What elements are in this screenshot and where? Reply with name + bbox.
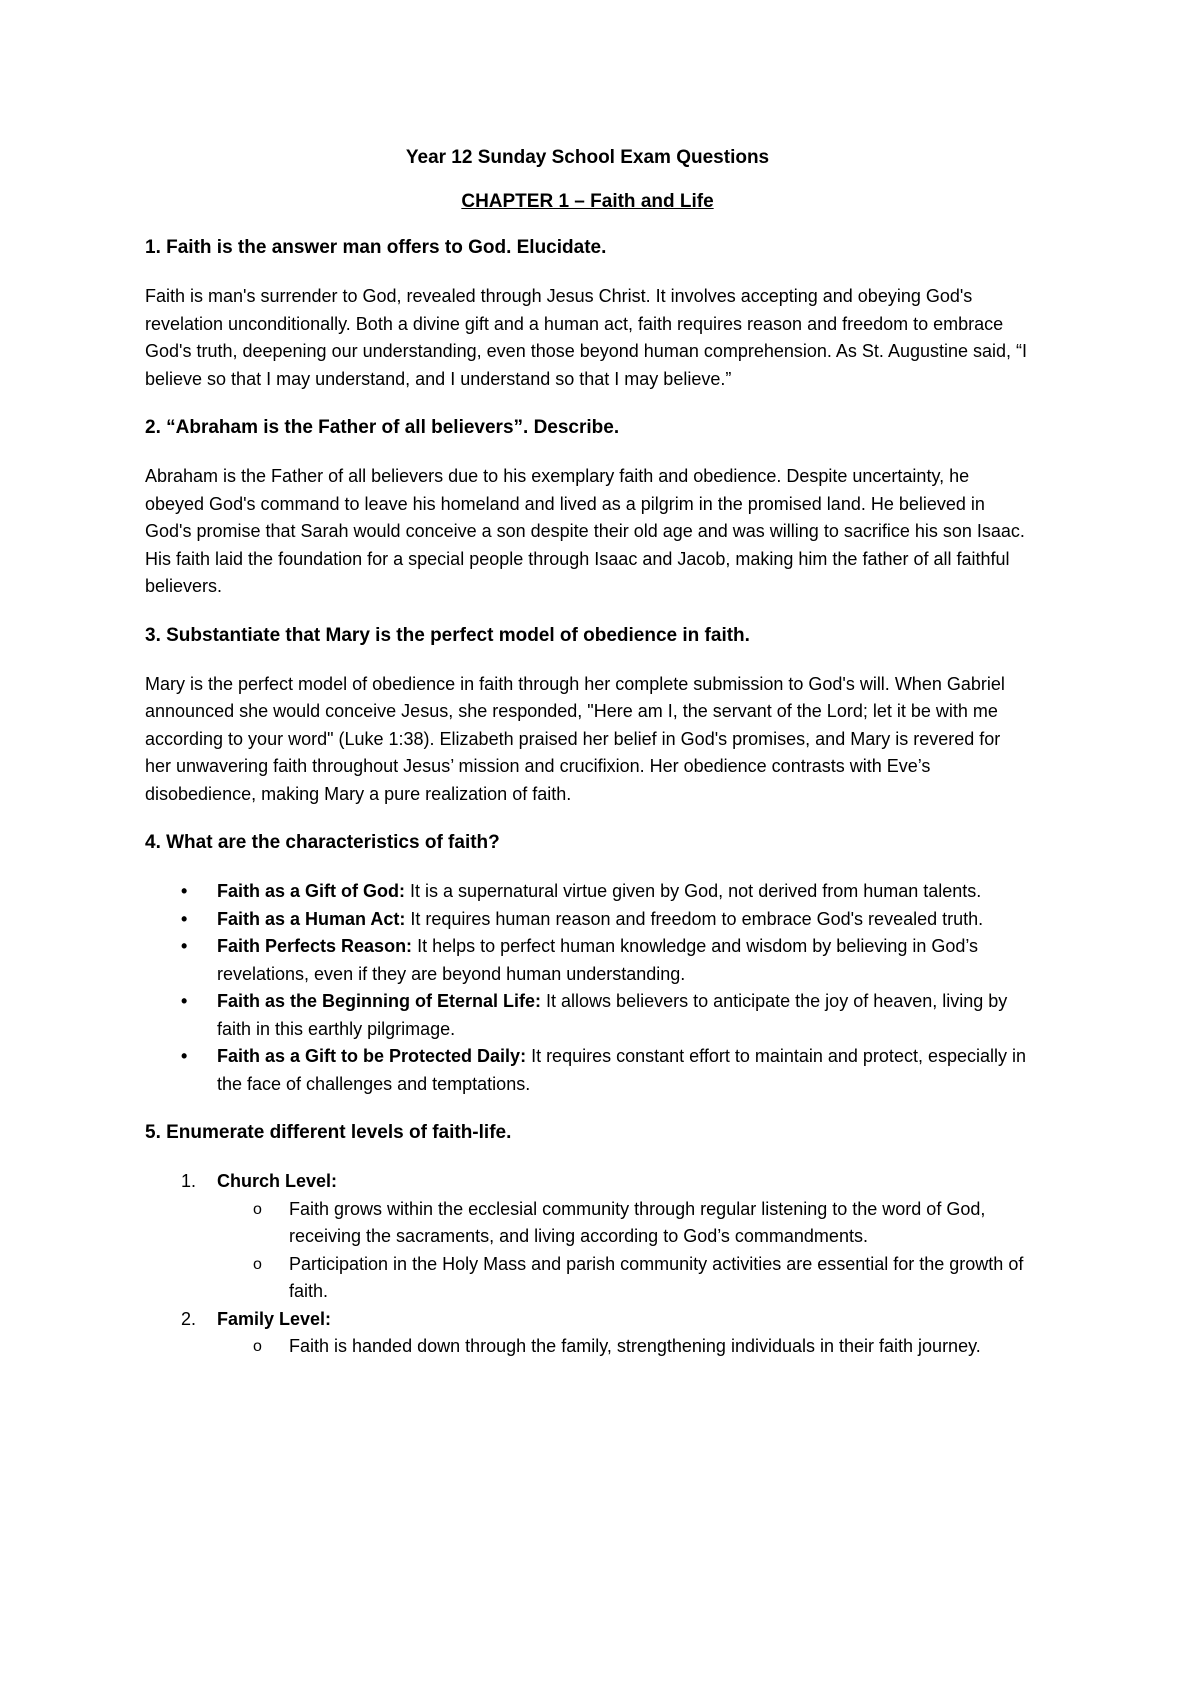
level-number: 2. <box>181 1308 197 1329</box>
circle-bullet-icon: o <box>253 1338 262 1355</box>
answer-3: Mary is the perfect model of obedience in faith through her complete submission to God's will. When Gabriel announced she would conceive Jesus, she responded, "Here am I, the servant of the Lord; let it be with me according to your word" (Luke 1:38). Elizabeth praised her belief in God's promises, and Mary is revered for her unwavering faith throughout Jesus’ mission and crucifixion. Her obedience contrasts with Eve’s disobedience, making Mary a pure realization of faith. <box>145 673 1005 804</box>
list-item <box>181 1043 1030 1098</box>
level-number: 1. <box>181 1171 197 1191</box>
level-point-text: Faith is handed down through the family, strengthening individuals in their faith journey. <box>289 1336 981 1356</box>
characteristic-text: It is a supernatural virtue given by God, not derived from human talents. <box>405 881 982 901</box>
level-title: Family Level: <box>217 1308 332 1329</box>
list-item <box>181 1168 1030 1306</box>
characteristic-term: Faith as a Gift to be Protected Daily: <box>217 1046 527 1066</box>
question-5: 5. Enumerate different levels of faith-life. <box>145 1122 512 1143</box>
bullet-icon: • <box>181 908 188 929</box>
level-point-text: Faith grows within the ecclesial community through regular listening to the word of God, receiving the sacraments, and living according to God’s commandments. <box>289 1198 986 1246</box>
characteristic-term: Faith as a Human Act: <box>217 908 406 929</box>
bullet-icon: • <box>181 881 188 901</box>
list-item <box>181 878 1030 906</box>
characteristic-term: Faith as a Gift of God: <box>217 881 405 901</box>
list-item <box>181 933 1030 988</box>
question-3: 3. Substantiate that Mary is the perfect model of obedience in faith. <box>145 624 750 646</box>
level-point-text: Participation in the Holy Mass and parish community activities are essential for the growth of faith. <box>289 1253 1024 1301</box>
circle-bullet-icon: o <box>253 1200 262 1218</box>
faith-levels-list <box>145 1168 1030 1361</box>
characteristic-text: It requires human reason and freedom to embrace God's revealed truth. <box>405 908 984 929</box>
answer-2: Abraham is the Father of all believers due to his exemplary faith and obedience. Despite uncertainty, he obeyed God's command to leave his homeland and lived as a pilgrim in the promised land. He believed in God's promise that Sarah would conceive a son despite their old age and was willing to sacrifice his son Isaac. His faith laid the foundation for a special people through Isaac and Jacob, making him the father of all faithful believers. <box>145 466 1025 596</box>
circle-bullet-icon: o <box>253 1255 262 1273</box>
list-item <box>181 1306 1030 1361</box>
level-points <box>217 1196 1030 1306</box>
level-points <box>217 1333 1030 1361</box>
bullet-icon: • <box>181 991 188 1011</box>
bullet-icon: • <box>181 1046 188 1066</box>
characteristic-text: It helps to perfect human knowledge and wisdom by believing in God’s revelations, even if they are beyond human understanding. <box>217 936 979 984</box>
characteristic-term: Faith Perfects Reason: <box>217 936 413 956</box>
level-title: Church Level: <box>217 1171 338 1191</box>
list-item <box>253 1333 1030 1361</box>
list-item <box>253 1251 1030 1306</box>
chapter-title: CHAPTER 1 – Faith and Life <box>461 191 714 212</box>
question-4: 4. What are the characteristics of faith? <box>145 832 500 853</box>
characteristic-term: Faith as the Beginning of Eternal Life: <box>217 991 542 1011</box>
list-item <box>181 906 1030 934</box>
characteristic-text: It requires constant effort to maintain and protect, especially in the face of challenges and temptations. <box>217 1046 1027 1094</box>
bullet-icon: • <box>181 936 188 956</box>
list-item <box>181 988 1030 1043</box>
question-2: 2. “Abraham is the Father of all believers”. Describe. <box>145 417 620 438</box>
characteristic-text: It allows believers to anticipate the joy of heaven, living by faith in this earthly pilgrimage. <box>217 991 1008 1039</box>
list-item <box>253 1196 1030 1251</box>
question-1: 1. Faith is the answer man offers to God. Elucidate. <box>145 237 607 258</box>
answer-1: Faith is man's surrender to God, revealed through Jesus Christ. It involves accepting and obeying God's revelation unconditionally. Both a divine gift and a human act, faith requires reason and freedom to embrace God's truth, deepening our understanding, even those beyond human comprehension. As St. Augustine said, “I believe so that I may understand, and I understand so that I may believe.” <box>145 286 1028 389</box>
characteristics-list <box>145 878 1030 1098</box>
document-title: Year 12 Sunday School Exam Questions <box>405 147 770 168</box>
